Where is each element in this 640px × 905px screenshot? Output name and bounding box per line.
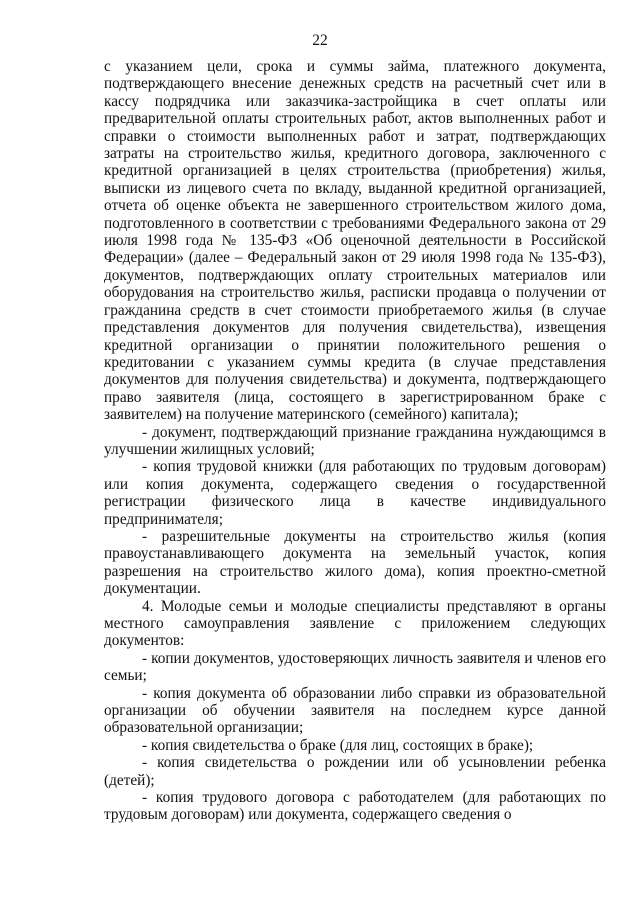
list-item-construction-permits: - разрешительные документы на строительство жилья (копия правоустанавливающего документа на земельный участок, копия разрешения на строительство жилого дома), копия проектно-сметной документации. — [104, 527, 606, 598]
list-item-employment-record-copy: - копия трудовой книжки (для работающих по трудовым договорам) или копия документа, содержащего сведения о государственной регистрации физического лица в качестве индивидуального предпринимателя; — [104, 458, 606, 528]
document-body — [104, 58, 606, 824]
section-4-paragraph: 4. Молодые семьи и молодые специалисты представляют в органы местного самоуправления заявление с приложением следующих документов: — [104, 597, 606, 650]
list-item-education-document: - копия документа об образовании либо справки из образовательной организации об обучении заявителя на последнем курсе данной образовательной организации; — [104, 684, 606, 737]
list-item-birth-certificate: - копия свидетельства о рождении или об усыновлении ребенка (детей); — [104, 754, 606, 789]
page-number: 22 — [312, 32, 328, 49]
list-item-identity-documents: - копии документов, удостоверяющих личность заявителя и членов его семьи; — [104, 649, 606, 685]
paragraph-continuation: с указанием цели, срока и суммы займа, платежного документа, подтверждающего внесение денежных средств на расчетный счет или в кассу подрядчика или заказчика-застройщика в счет оплаты или предварительной оплаты строительных работ, актов выполненных работ и справки о стоимости выполненных работ и затрат, подтверждающих затраты на строительство жилья, кредитного договора, заключенного с кредитной организацией в целях строительства (приобретения) жилья, выписки из лицевого счета по вкладу, выданной кредитной организацией, отчета об оценке объекта не завершенного строительством жилого дома, подготовленного в соответствии с требованиями Федерального закона от 29 июля 1998 года № 135-ФЗ «Об оценочной деятельности в Российской Федерации» (далее – Федеральный закон от 29 июля 1998 года № 135-ФЗ), документов, подтверждающих оплату строительных материалов или оборудования на строительство жилья, расписки продавца о получении от гражданина средств в счет стоимости приобретаемого жилья (в случае представления документов для получения свидетельства), извещения кредитной организации о принятии положительного решения о кредитовании с указанием суммы кредита (в случае представления документов для получения свидетельства) и документа, подтверждающего право заявителя (лица, состоящего в зарегистрированном браке с заявителем) на получение материнского (семейного) капитала); — [104, 58, 606, 424]
list-item-employment-contract: - копия трудового договора с работодателем (для работающих по трудовым договорам) или документа, содержащего сведения о — [104, 789, 606, 824]
list-item-need-recognition-document: - документ, подтверждающий признание гражданина нуждающимся в улучшении жилищных условий; — [104, 423, 606, 458]
list-item-marriage-certificate: - копия свидетельства о браке (для лиц, состоящих в браке); — [142, 736, 534, 754]
